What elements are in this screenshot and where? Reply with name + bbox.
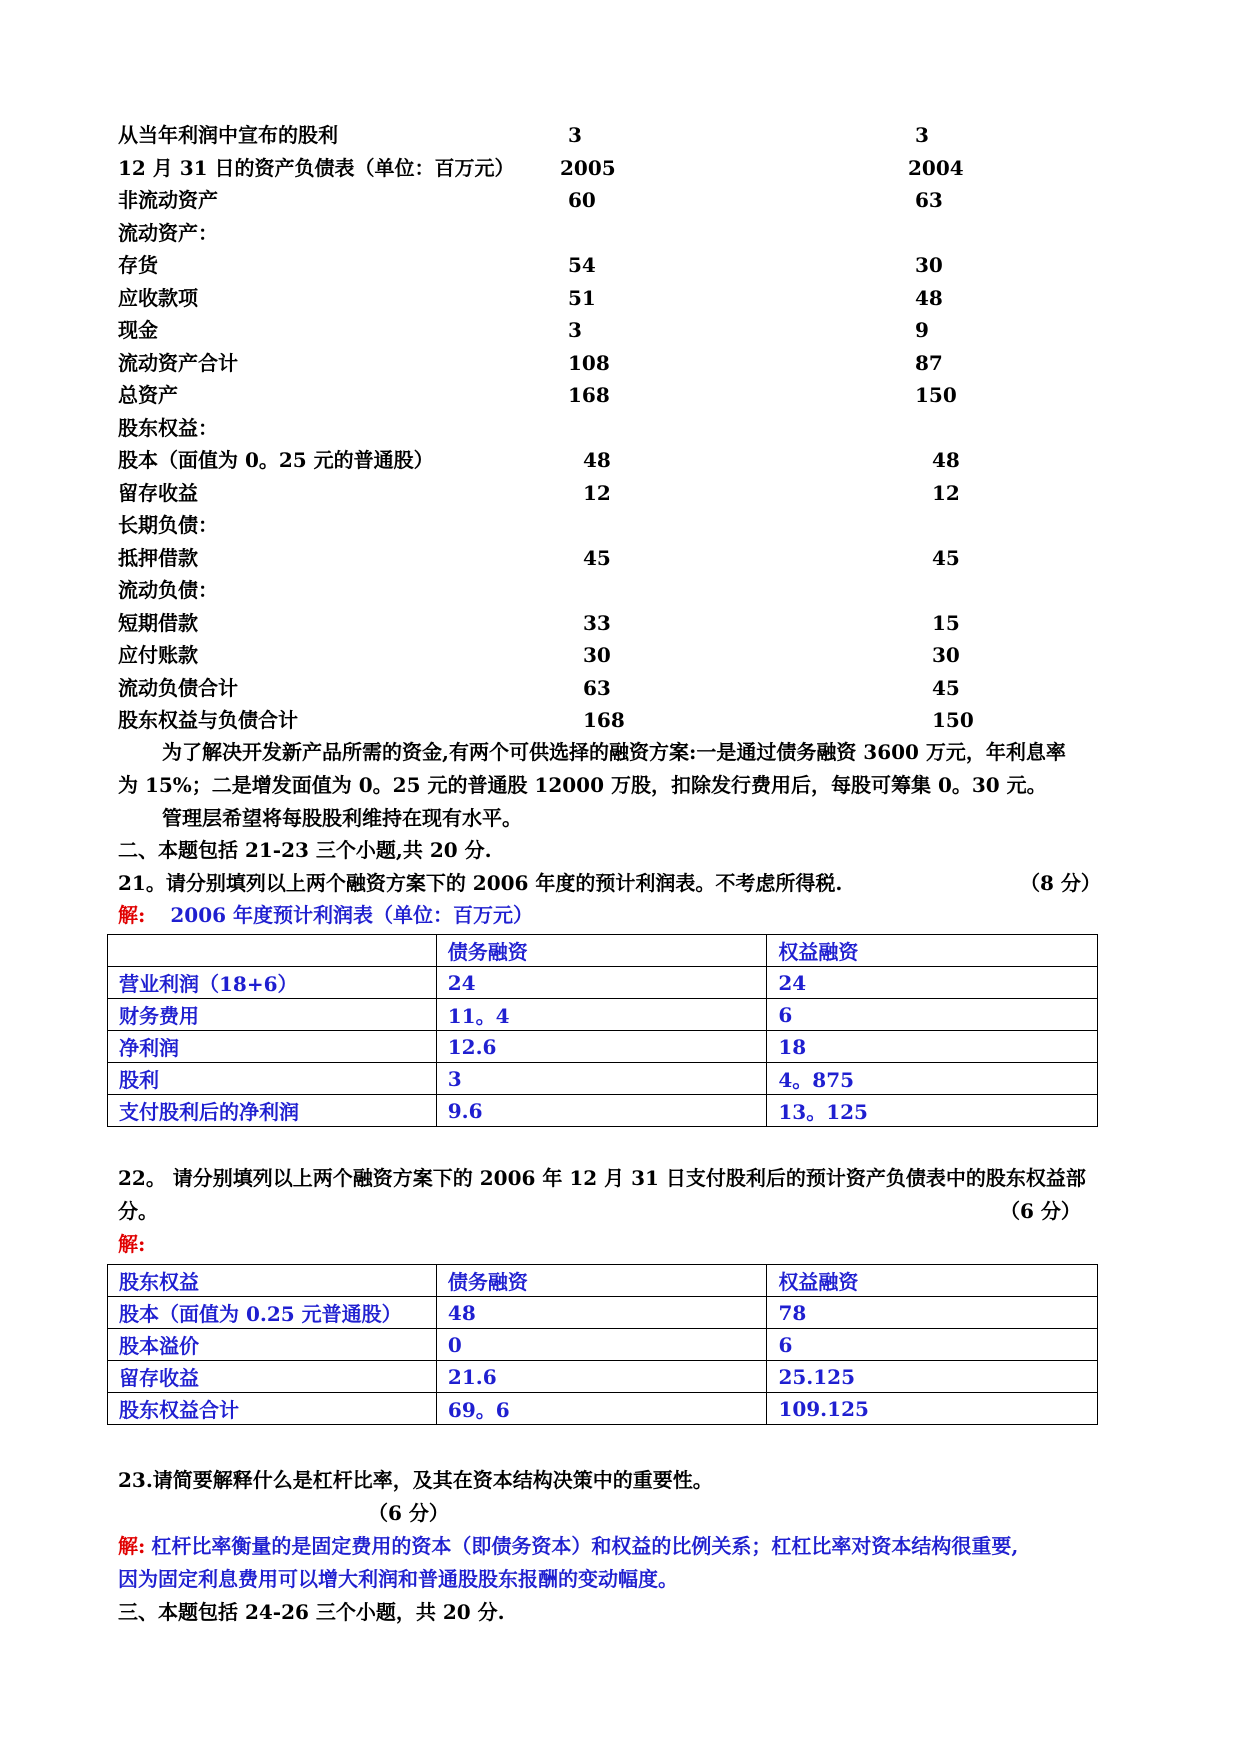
leverage-explanation-2: 因为固定利息费用可以增大利润和普通股股东报酬的变动幅度。 — [118, 1567, 678, 1591]
balance-row-2005-value: 168 — [583, 708, 625, 732]
balance-row-label: 存货 — [118, 253, 158, 277]
balance-row-2004-value: 3 — [915, 123, 929, 147]
table-cell: 21.6 — [436, 1361, 767, 1393]
question-21-answer-heading — [118, 900, 533, 930]
table-cell: 留存收益 — [108, 1361, 437, 1393]
table-cell: 6 — [767, 999, 1098, 1031]
section-3-heading: 三、本题包括 24-26 三个小题，共 20 分. — [118, 1600, 505, 1624]
balance-row-label: 应付账款 — [118, 643, 198, 667]
income-statement-title: 2006 年度预计利润表（单位：百万元） — [170, 903, 533, 927]
balance-row-2005-value: 60 — [568, 188, 596, 212]
table-cell: 6 — [767, 1329, 1098, 1361]
balance-row-2004-value: 150 — [915, 383, 957, 407]
table-cell: 支付股利后的净利润 — [108, 1095, 437, 1127]
table-cell: 18 — [767, 1031, 1098, 1063]
balance-row-2004-value: 150 — [932, 708, 974, 732]
balance-row-2004-value: 87 — [915, 350, 943, 375]
balance-row-2005-value: 108 — [568, 350, 610, 375]
balance-row-label: 流动负债： — [118, 578, 218, 602]
balance-row-label: 流动资产： — [118, 220, 218, 245]
table-cell: 109.125 — [767, 1393, 1098, 1425]
balance-row-label: 从当年利润中宣布的股利 — [118, 123, 338, 147]
leverage-explanation-1: 杠杆比率衡量的是固定费用的资本（即债务资本）和权益的比例关系；杠杠比率对资本结构很重要, — [151, 1534, 1019, 1558]
table-header-cell: 权益融资 — [767, 935, 1098, 967]
equity-row — [108, 1297, 1098, 1329]
answer-prefix: 解: — [118, 1534, 146, 1558]
table-cell: 0 — [436, 1329, 767, 1361]
balance-row-label: 应收款项 — [118, 285, 198, 310]
question-21-score: （8 分） — [1020, 871, 1101, 895]
table-cell: 3 — [436, 1063, 767, 1095]
question-22-answer-prefix: 解: — [118, 1232, 146, 1256]
question-22-line-1: 22。 请分别填列以上两个融资方案下的 2006 年 12 月 31 日支付股利后的预计资产负债表中的股东权益部 — [118, 1166, 1086, 1190]
table-header-row — [108, 1265, 1098, 1297]
income-statement-row — [108, 1095, 1098, 1127]
balance-row-2005-value: 51 — [568, 285, 596, 310]
balance-row-2004-value: 48 — [915, 285, 943, 310]
table-header-cell: 债务融资 — [436, 935, 767, 967]
table-cell: 24 — [436, 967, 767, 999]
table-cell: 股东权益合计 — [108, 1393, 437, 1425]
section-2-heading: 二、本题包括 21-23 三个小题,共 20 分. — [118, 838, 492, 862]
table-cell: 25.125 — [767, 1361, 1098, 1393]
income-statement-table — [107, 934, 1098, 1127]
balance-row-2005-value: 3 — [568, 123, 582, 147]
table-header-row — [108, 935, 1098, 967]
dividend-policy-note: 管理层希望将每股股利维持在现有水平。 — [162, 806, 522, 830]
table-cell: 营业利润（18+6） — [108, 967, 437, 999]
balance-row-label: 12 月 31 日的资产负债表（单位：百万元） — [118, 155, 515, 180]
balance-row-2005-value: 63 — [583, 675, 611, 700]
balance-row-label: 股本（面值为 0。25 元的普通股） — [118, 448, 434, 472]
table-cell: 48 — [436, 1297, 767, 1329]
balance-row-label: 非流动资产 — [118, 188, 218, 212]
balance-row-2004-value: 9 — [915, 318, 929, 342]
balance-row-2005-value: 48 — [583, 448, 611, 472]
income-statement-row — [108, 1063, 1098, 1095]
balance-row-label: 短期借款 — [118, 610, 198, 635]
balance-row-2005-value: 168 — [568, 383, 610, 407]
equity-row — [108, 1329, 1098, 1361]
answer-prefix: 解: — [118, 903, 146, 927]
balance-row-2004-value: 30 — [932, 643, 960, 667]
question-23: 23.请简要解释什么是杠杆比率，及其在资本结构决策中的重要性。 — [118, 1468, 713, 1492]
balance-row-2004-value: 12 — [932, 480, 960, 505]
table-cell: 11。4 — [436, 999, 767, 1031]
question-22-line-2: 分。 — [118, 1199, 158, 1223]
financing-options-line-1: 为了解决开发新产品所需的资金,有两个可供选择的融资方案:一是通过债务融资 3600 万元，年利息率 — [162, 740, 1066, 764]
table-cell: 12.6 — [436, 1031, 767, 1063]
balance-row-label: 股东权益与负债合计 — [118, 708, 298, 732]
table-cell: 股利 — [108, 1063, 437, 1095]
balance-row-label: 流动资产合计 — [118, 350, 238, 375]
balance-row-2004-value: 48 — [932, 448, 960, 472]
table-header-cell: 债务融资 — [436, 1265, 767, 1297]
income-statement-row — [108, 1031, 1098, 1063]
balance-row-label: 抵押借款 — [118, 545, 198, 570]
table-cell: 78 — [767, 1297, 1098, 1329]
shareholders-equity-table — [107, 1264, 1098, 1425]
balance-row-2005-value: 2005 — [560, 155, 616, 180]
income-statement-row — [108, 967, 1098, 999]
balance-row-label: 留存收益 — [118, 480, 198, 505]
balance-row-2005-value: 54 — [568, 253, 596, 277]
table-cell: 69。6 — [436, 1393, 767, 1425]
balance-row-2004-value: 2004 — [908, 155, 964, 180]
balance-row-2005-value: 30 — [583, 643, 611, 667]
equity-row — [108, 1393, 1098, 1425]
balance-row-2005-value: 12 — [583, 480, 611, 505]
income-statement-row — [108, 999, 1098, 1031]
question-23-score: （6 分） — [368, 1501, 449, 1525]
question-23-answer-line-1 — [118, 1531, 1018, 1561]
balance-row-2004-value: 30 — [915, 253, 943, 277]
table-cell: 4。875 — [767, 1063, 1098, 1095]
table-cell: 财务费用 — [108, 999, 437, 1031]
question-21: 21。请分别填列以上两个融资方案下的 2006 年度的预计利润表。不考虑所得税. — [118, 871, 843, 895]
table-header-cell: 股东权益 — [108, 1265, 437, 1297]
table-cell: 9.6 — [436, 1095, 767, 1127]
balance-row-label: 股东权益： — [118, 415, 218, 440]
table-cell: 24 — [767, 967, 1098, 999]
table-cell: 股本溢价 — [108, 1329, 437, 1361]
financing-options-line-2: 为 15%；二是增发面值为 0。25 元的普通股 12000 万股，扣除发行费用后，每股可筹集 0。30 元。 — [118, 773, 1047, 797]
table-header-cell — [108, 935, 437, 967]
balance-row-2004-value: 63 — [915, 188, 943, 212]
balance-row-label: 现金 — [118, 318, 158, 342]
balance-row-2004-value: 45 — [932, 545, 960, 570]
balance-row-2005-value: 33 — [583, 610, 611, 635]
table-cell: 13。125 — [767, 1095, 1098, 1127]
table-cell: 净利润 — [108, 1031, 437, 1063]
balance-row-label: 流动负债合计 — [118, 675, 238, 700]
table-header-cell: 权益融资 — [767, 1265, 1098, 1297]
balance-row-2005-value: 3 — [568, 318, 582, 342]
question-22-score: （6 分） — [1000, 1199, 1081, 1223]
balance-row-2005-value: 45 — [583, 545, 611, 570]
balance-row-label: 长期负债： — [118, 513, 218, 537]
balance-row-label: 总资产 — [118, 383, 178, 407]
equity-row — [108, 1361, 1098, 1393]
balance-row-2004-value: 45 — [932, 675, 960, 700]
balance-row-2004-value: 15 — [932, 610, 960, 635]
table-cell: 股本（面值为 0.25 元普通股） — [108, 1297, 437, 1329]
